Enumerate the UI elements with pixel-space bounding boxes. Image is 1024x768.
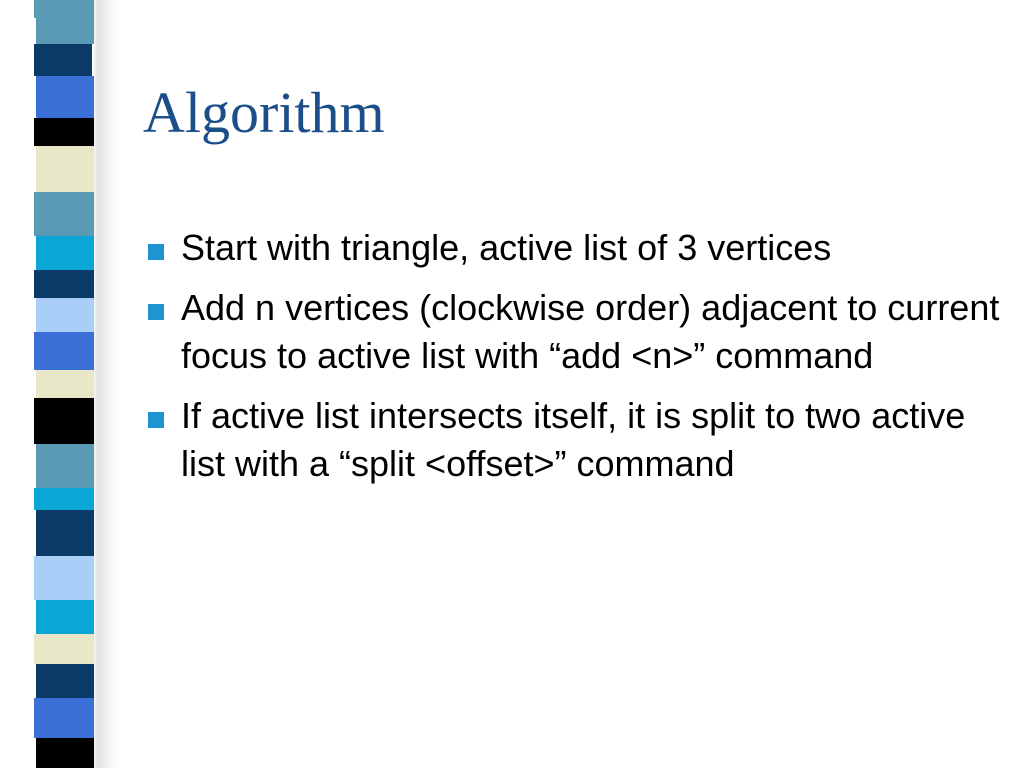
- stripe-segment: [34, 0, 94, 18]
- stripe-segment: [36, 738, 94, 768]
- stripe-margin: [0, 0, 32, 768]
- stripe-segment: [36, 510, 94, 556]
- bullet-text: If active list intersects itself, it is split to two active list with a “split <offset>” command: [181, 395, 966, 484]
- stripe-segment: [36, 600, 94, 634]
- stripe-segments: [34, 0, 94, 768]
- stripe-segment: [34, 118, 94, 146]
- stripe-segment: [34, 44, 92, 76]
- stripe-segment: [34, 488, 94, 510]
- slide-title: Algorithm: [143, 80, 385, 145]
- stripe-segment: [36, 664, 94, 698]
- stripe-segment: [34, 698, 94, 738]
- stripe-segment: [34, 270, 94, 298]
- square-bullet-icon: [148, 304, 164, 320]
- bullet-item: [148, 284, 1018, 380]
- stripe-segment: [36, 146, 94, 192]
- bullet-text: Add n vertices (clockwise order) adjacent to current focus to active list with “add <n>” command: [181, 287, 1000, 376]
- stripe-segment: [36, 236, 94, 270]
- bullet-item: [148, 392, 1018, 488]
- stripe-segment: [34, 398, 94, 444]
- stripe-segment: [36, 76, 94, 118]
- stripe-segment: [36, 298, 94, 332]
- bullet-text: Start with triangle, active list of 3 vertices: [181, 227, 832, 268]
- stripe-segment: [34, 556, 94, 600]
- stripe-segment: [34, 634, 94, 664]
- stripe-segment: [36, 18, 94, 44]
- square-bullet-icon: [148, 412, 164, 428]
- square-bullet-icon: [148, 244, 164, 260]
- bullet-item: [148, 224, 1018, 272]
- left-stripe-decoration: [0, 0, 120, 768]
- stripe-segment: [34, 192, 94, 236]
- stripe-segment: [36, 444, 94, 488]
- stripe-segment: [34, 332, 94, 370]
- stripe-segment: [36, 370, 94, 398]
- bullet-list: [148, 224, 1018, 500]
